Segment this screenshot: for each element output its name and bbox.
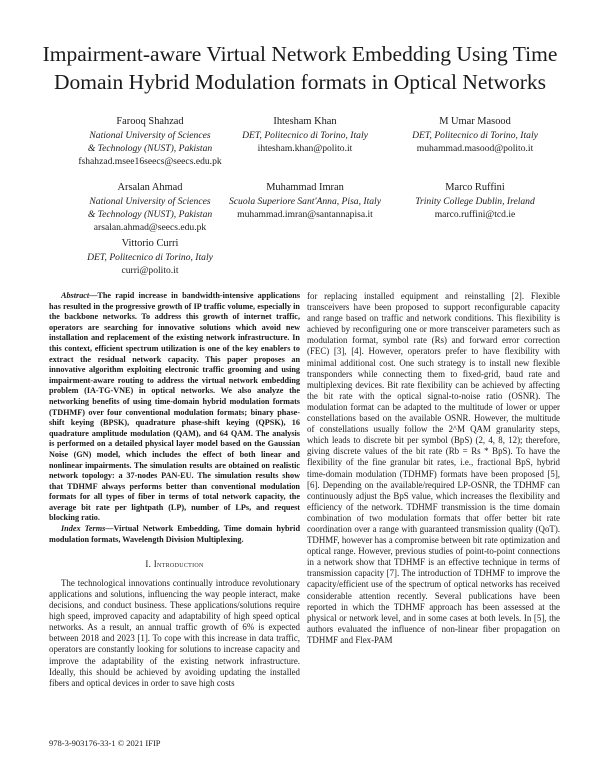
intro-continuation: for replacing installed equipment and reinstalling [2]. Flexible transceivers have been proposed to support reconfigurable capacity and range based on traffic and network conditions. This flexibility is achieved by reconfiguring one or more transceiver parameters such as modulation format, symbol rate (Rs) and forward error correction (FEC) [3], [4]. However, operators prefer to have flexibility with minimal additional cost. One such strategy is to install new flexible transponders while connecting them to fixed-grid, baud rate and multiplexing devices. Bit rate flexibility can be achieved by affecting the bit rate with the optical signal-to-noise ratio (OSNR). The modulation format can be adapted to the multitude of lower or upper constellations based on the available OSNR. However, the multitude of constellations usually follow the 2^M QAM granularity steps, which leads to discrete bit per symbol (BpS) (2, 4, 8, 12); therefore, giving discrete values of the bit rate (Rb = Rs * BpS). To have the flexibility of the fine granular bit rates, i.e., fractional BpS, hybrid time-domain modulation (TDHMF) formats have been proposed [5], [6]. Depending on the available/required LP-OSNR, the TDHMF can continuously adjust the BpS value, which increases the flexibility and efficiency of the network. TDHMF transmission is the time domain combination of two modulation formats that offer better bit rate coordination over a range with guaranteed transmission quality (QoT). TDHMF, however has a compromise between bit rate optimization and optical range. However, previous studies of point-to-point connections in a network show that TDHMF is an effective technique in terms of transmission capacity [7]. The introduction of TDHMF to improve the capacity/efficient use of the spectrum of optical networks has received considerable attention recently. Several publications have been reported in which the TDHMF approach has been assessed at the physical or network level, and in some cases at both levels. In [5], the authors evaluated the influence of non-linear fiber propagation on TDHMF and Flex-PAM <box>307 291 560 645</box>
author-email: marco.ruffini@tcd.ie <box>434 209 516 220</box>
abstract-label: Abstract <box>61 291 90 300</box>
author-block <box>215 115 395 155</box>
author-name: Farooq Shahzad <box>116 116 184 127</box>
abstract <box>49 291 300 524</box>
author-email: muhammad.imran@santannapisa.it <box>237 209 373 220</box>
section-heading <box>49 559 300 570</box>
right-column <box>307 291 560 646</box>
author-block <box>60 181 240 234</box>
author-name: Marco Ruffini <box>445 182 505 193</box>
author-email: fshahzad.msee16seecs@seecs.edu.pk <box>78 156 222 167</box>
author-name: Muhammad Imran <box>266 182 344 193</box>
author-affiliation: Trinity College Dublin, Ireland <box>415 196 535 207</box>
author-affiliation: National University of Sciences <box>89 130 211 141</box>
author-block <box>385 181 565 221</box>
title-line-1: Impairment-aware Virtual Network Embedding Using Time <box>42 42 558 66</box>
author-affiliation: DET, Politecnico di Torino, Italy <box>242 130 368 141</box>
author-affiliation: Scuola Superiore Sant'Anna, Pisa, Italy <box>229 196 381 207</box>
index-terms-label: Index Terms <box>61 524 106 534</box>
intro-paragraph: The technological innovations continually introduce revolutionary applications and solutions, influencing the way people interact, make decisions, and conduct business. These applications/solutions require high speed, improved capacity and adaptability of high speed optical networks. As a result, an annual traffic growth of 6% is expected between 2018 and 2023 [1]. To cope with this increase in data traffic, operators are constantly looking for solutions to increase capacity and improve the adaptability of the existing network infrastructure. Ideally, this should be achieved by avoiding updating the installed fibers and optical devices in order to save high costs <box>49 577 300 688</box>
author-block <box>60 115 240 168</box>
author-affiliation: DET, Politecnico di Torino, Italy <box>412 130 538 141</box>
title-line-2: Domain Hybrid Modulation formats in Optical Networks <box>53 70 547 94</box>
index-terms <box>49 524 300 545</box>
author-email: muhammad.masood@polito.it <box>416 143 534 154</box>
author-affiliation: & Technology (NUST), Pakistan <box>87 143 213 154</box>
author-affiliation: DET, Politecnico di Torino, Italy <box>87 252 213 263</box>
section-number: I. <box>145 559 152 570</box>
author-name: M Umar Masood <box>439 116 511 127</box>
paper-title <box>30 40 570 96</box>
index-terms-text: —Virtual Network Embedding, Time domain hybrid modulation formats, Wavelength Division Multiplexing. <box>49 524 301 544</box>
author-name: Vittorio Curri <box>121 238 179 249</box>
author-name: Ihtesham Khan <box>273 116 337 127</box>
author-email: arsalan.ahmad@seecs.edu.pk <box>93 222 207 233</box>
left-column <box>49 291 300 689</box>
author-email: curri@polito.it <box>121 265 179 276</box>
author-email: ihtesham.khan@polito.it <box>257 143 353 154</box>
author-block <box>215 181 395 221</box>
author-affiliation: National University of Sciences <box>89 196 211 207</box>
abstract-text: —The rapid increase in bandwidth-intensive applications has resulted in the progressive growth of IP traffic volume, especially in the backbone networks. To address this growth of internet traffic, operators are searching for innovative solutions which avoid new installation and replacement of the existing network infrastructure. In this context, efficient spectrum utilization is one of the key enablers to extract the residual network capacity. This paper proposes an innovative algorithm exploiting electronic traffic grooming and using impairment-aware routing to address the virtual network embedding problem (IA-TG-VNE) in optical networks. We also analyze the networking benefits of using time-domain hybrid modulation formats (TDHMF) over four conventional modulation formats; binary phase-shift keying (BPSK), quadrature phase-shift keying (QPSK), 16 quadrature amplitude modulation (QAM), and 64 QAM. The analysis is performed on a detailed physical layer model based on the Gaussian Noise (GN) model, which includes the effect of both linear and nonlinear impairments. The simulation results are obtained on realistic network topology: a 37-nodes PAN-EU. The simulation results show that TDHMF always performs better than conventional modulation formats for all types of fiber in terms of total network capacity, the average bit rate per lightpath (LP), number of LPs, and request blocking ratio. <box>49 291 300 523</box>
copyright-footer: 978-3-903176-33-1 © 2021 IFIP <box>49 738 161 748</box>
author-block <box>60 237 240 277</box>
author-affiliation: & Technology (NUST), Pakistan <box>87 209 213 220</box>
section-title: Introduction <box>153 559 204 570</box>
author-name: Arsalan Ahmad <box>117 182 183 193</box>
author-block <box>385 115 565 155</box>
